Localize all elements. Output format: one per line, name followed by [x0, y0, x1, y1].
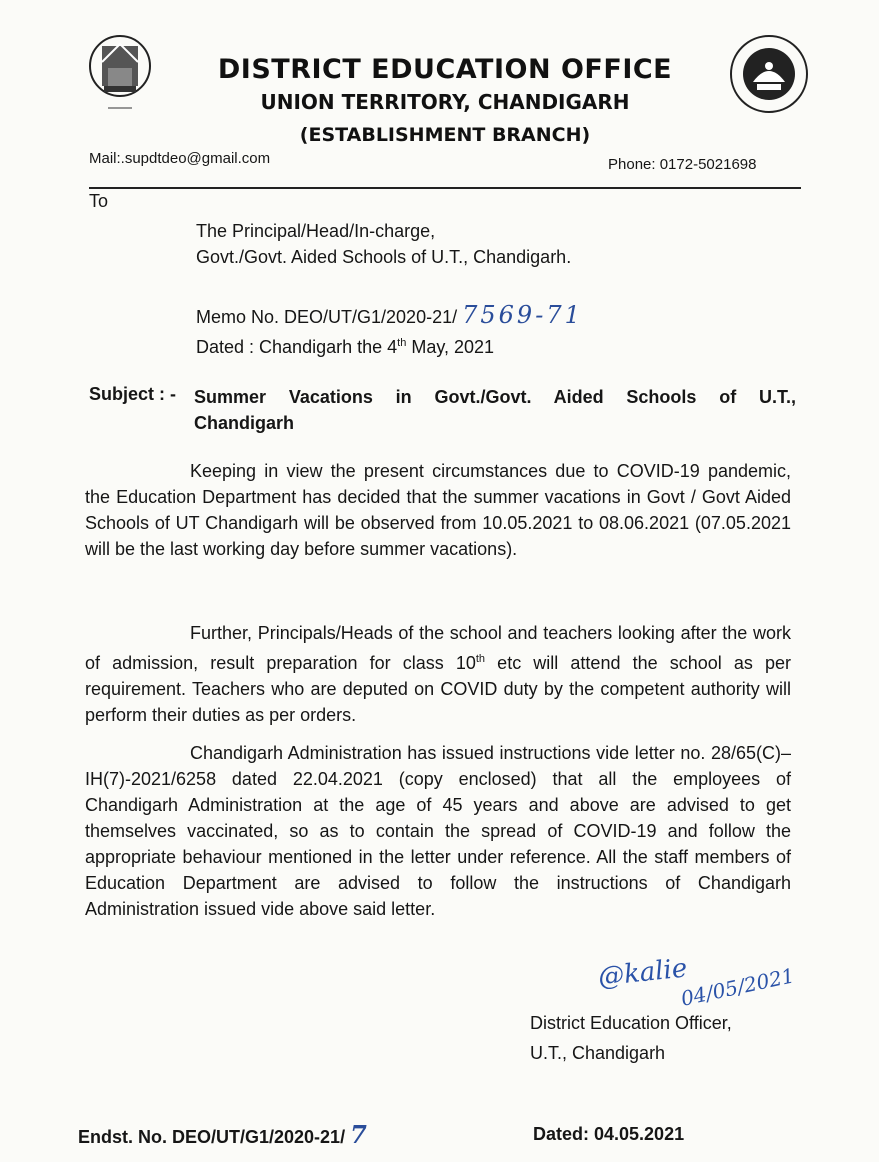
handwritten-signature: @kalie: [596, 953, 689, 993]
memo-number: [196, 302, 583, 330]
territory-title: UNION TERRITORY, CHANDIGARH: [260, 90, 630, 114]
memo-date-suffix: May, 2021: [406, 337, 495, 357]
national-emblem-icon: [88, 32, 152, 124]
addressee-line-1: The Principal/Head/In-charge,: [196, 221, 436, 241]
memo-date: [196, 330, 583, 360]
branch-title: (ESTABLISHMENT BRANCH): [299, 124, 591, 146]
memo-block: [196, 302, 583, 360]
paragraph-vacations: Keeping in view the present circumstances due to COVID-19 pandemic, the Education Department has decided that the summer vacations in Govt / Govt Aided Schools of UT Chandigarh will be observed from 10.05.2021 to 08.06.2021 (07.05.2021 will be the last working day before summer vacations).: [85, 461, 791, 559]
memo-date-sup: th: [397, 337, 407, 349]
subject-text: Summer Vacations in Govt./Govt. Aided Schools of U.T., Chandigarh: [194, 387, 796, 433]
addressee-line-2: Govt./Govt. Aided Schools of U.T., Chandigarh.: [196, 247, 572, 267]
endorsement-prefix: Endst. No. DEO/UT/G1/2020-21/: [78, 1127, 346, 1147]
memo-handwritten-number: 7569-71: [462, 301, 583, 329]
paragraph-duties-sup: th: [475, 653, 486, 665]
paragraph-duties: [85, 620, 791, 728]
subject-label: Subject : -: [89, 384, 177, 404]
office-title: DISTRICT EDUCATION OFFICE: [217, 54, 673, 85]
memo-date-prefix: Dated : Chandigarh the 4: [196, 337, 398, 357]
endorsement-date: Dated: 04.05.2021: [533, 1124, 685, 1144]
memo-prefix: Memo No. DEO/UT/G1/2020-21/: [196, 307, 458, 327]
endorsement-handwritten: 7: [350, 1120, 370, 1149]
paragraph-duties-part-a: Further, Principals/Heads of the school and teachers looking after the work of admission, result preparation for class 10: [85, 623, 791, 673]
paragraph-vaccination: Chandigarh Administration has issued instructions vide letter no. 28/65(C)–IH(7)-2021/6258 dated 22.04.2021 (copy enclosed) that all the employees of Chandigarh Administration at the age of 45 years and above are advised to get themselves vaccinated, so as to contain the spread of COVID-19 and follow the appropriate behaviour mentioned in the letter under reference. All the staff members of Education Department are advised to follow the instructions of Chandigarh Administration issued vide above said letter.: [85, 743, 791, 919]
signatory-place: U.T., Chandigarh: [530, 1043, 666, 1063]
header-divider: [89, 187, 801, 189]
paragraph-duties-part-b: etc will attend the school as per requirement. Teachers who are deputed on COVID duty by the competent authority will perform their duties as per orders.: [85, 653, 792, 725]
signature-block: [530, 1008, 732, 1068]
to-label: To: [89, 191, 109, 211]
addressee: [196, 218, 571, 270]
handwritten-signature-date: 04/05/2021: [678, 963, 797, 1011]
endorsement-number: [78, 1120, 370, 1149]
signatory-designation: District Education Officer,: [530, 1013, 732, 1033]
phone-number: Phone: 0172-5021698: [608, 156, 757, 173]
email-address: Mail:.supdtdeo@gmail.com: [89, 150, 271, 167]
